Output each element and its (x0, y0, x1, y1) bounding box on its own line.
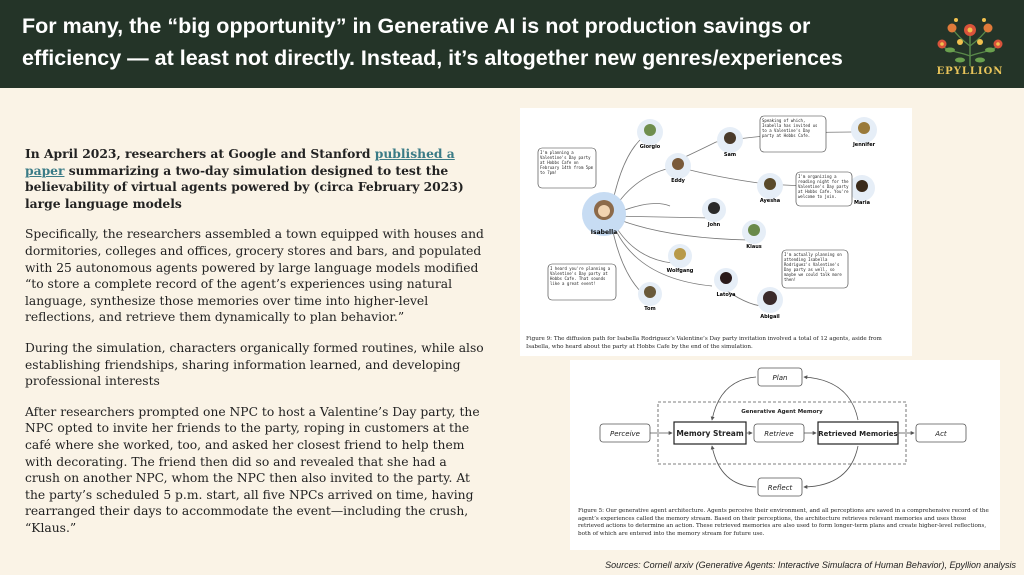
source-note: Sources: Cornell arxiv (Generative Agents: Interactive Simulacra of Human Behavior), Epyllion analysis (605, 560, 1016, 570)
agent-maria: Maria (854, 200, 870, 206)
perceive-node: Perceive (610, 430, 640, 438)
agent-tom: Tom (644, 306, 656, 312)
agent-jennifer: Jennifer (852, 142, 876, 148)
paper-link[interactable]: published a paper (25, 146, 455, 178)
paragraph-simulation: Specifically, the researchers assembled a town equipped with houses and dormitories, colleges and offices, grocery stores and bars, and populated with 25 autonomous agents powered by large language models modified “to store a complete record of the agent’s experiences using natural language, synthesize those memories over time into higher-level reflections, and retrieve them dynamically to plan behavior.” (25, 227, 484, 325)
agent-john: John (707, 222, 721, 228)
architecture-diagram (570, 360, 1000, 505)
header-bar (0, 0, 1024, 88)
page-title: For many, the “big opportunity” in Generative AI is not production savings or efficiency — at least not directly. Instead, it’s altogether new genres/experiences (22, 14, 843, 70)
lead-text-end: summarizing a two-day simulation designed to test the believability of virtual agents powered by (circa February 2023) large language models (25, 162, 464, 211)
agent-abigail: Abigail (760, 314, 780, 320)
bubble-isabella: I'm planning a Valentine's Day party at Hobbs Cafe on February 14th from 5pm to 7pm! (540, 150, 593, 175)
bubble-sam: Speaking of which, Isabella has invited us to a Valentine's Day party at Hobbs Cafe. (762, 118, 818, 138)
bubble-tom: I heard you're planning a Valentine's Day party at Hobbs Cafe. That sounds like a great event! (550, 266, 611, 286)
figure5-caption: Figure 5: Our generative agent architecture. Agents perceive their environment, and all perceptions are saved in a comprehensive record of the agent’s experiences called the memory stream. Based on their perceptions, the architecture retrieves relevant memories and uses those retrieved actions to determine an action. These retrieved memories are also used to form longer-term plans and create higher-level reflections, both of which are entered into the memory stream for future use. (578, 508, 989, 537)
retrieved-memories-node: Retrieved Memories (818, 430, 898, 438)
body-text (25, 146, 485, 550)
reflect-node: Reflect (767, 484, 793, 492)
figure9-caption: Figure 9: The diffusion path for Isabella Rodriguez’s Valentine’s Day party invitation involved a total of 12 agents, aside from Isabella, who heard about the party at Hobbs Cafe by the end of the simulation. (526, 336, 882, 350)
bubble-abigail: I'm actually planning on attending Isabella Rodriguez's Valentine's Day party as well, so maybe we could talk more then! (784, 252, 842, 282)
agent-latoya: Latoya (716, 292, 736, 298)
agent-eddy: Eddy (671, 178, 685, 184)
memory-group-title: Generative Agent Memory (741, 409, 823, 415)
plan-node: Plan (772, 374, 788, 382)
retrieve-node: Retrieve (764, 430, 794, 438)
paragraph-routines: During the simulation, characters organically formed routines, while also establishing friendships, sharing information learned, and developing professional interests (25, 340, 484, 389)
act-node: Act (935, 430, 947, 438)
diffusion-diagram (520, 108, 912, 356)
lead-paragraph (25, 146, 485, 212)
paragraph-party: After researchers prompted one NPC to host a Valentine’s Day party, the NPC opted to invite her friends to the party, roping in customers at the café where she worked, too, and asked her closest friend to help them with decorating. The friend then did so and revealed that she had a crush on another NPC, whom the NPC then also invited to the party. At the party’s scheduled 5 p.m. start, all five NPCs arrived on time, having rearranged their days to accommodate the event—including the crush, “Klaus.” (25, 404, 480, 535)
diffusion-figure (520, 108, 912, 356)
agent-giorgio: Giorgio (639, 144, 661, 150)
agent-isabella: Isabella (590, 229, 618, 236)
agent-sam: Sam (723, 152, 737, 158)
architecture-figure (570, 360, 1000, 550)
bubble-ayesha: I'm organizing a reading night for the Valentine's Day party at Hobbs Cafe. You're welcome to join. (798, 174, 849, 199)
agent-klaus: Klaus (746, 244, 762, 250)
memory-stream-node: Memory Stream (676, 429, 744, 438)
brand-name: EPYLLION (936, 66, 1004, 77)
agent-wolfgang: Wolfgang (666, 268, 694, 274)
agent-ayesha: Ayesha (759, 198, 781, 204)
lead-text-start: In April 2023, researchers at Google and Stanford (25, 146, 375, 161)
